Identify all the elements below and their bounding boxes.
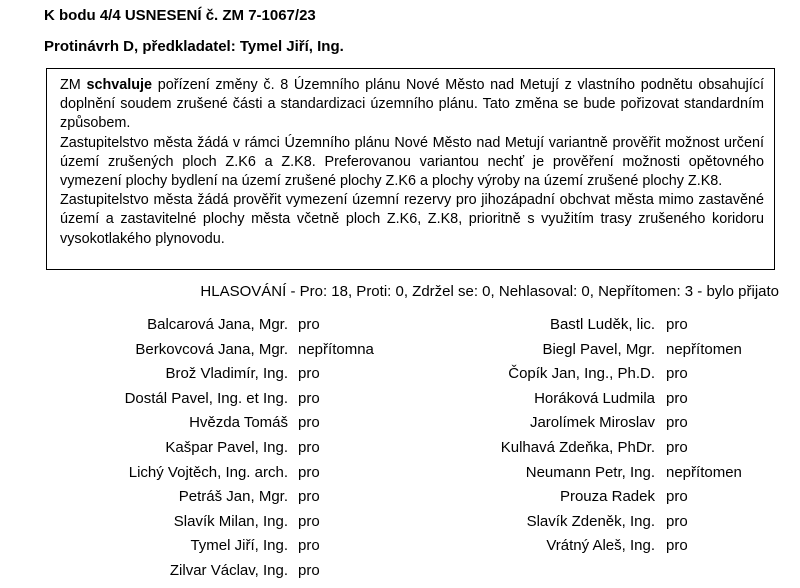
member-vote: pro: [666, 512, 688, 530]
member-name: Tymel Jiří, Ing.: [190, 537, 288, 555]
member-name: Balcarová Jana, Mgr.: [147, 316, 288, 333]
member-name: Lichý Vojtěch, Ing. arch.: [128, 463, 288, 481]
member-name: Berkovcová Jana, Mgr.: [135, 340, 288, 358]
vote-row: [390, 510, 800, 535]
member-name: Kulhavá Zdeňka, PhDr.: [500, 438, 655, 456]
member-vote: pro: [298, 365, 320, 383]
member-vote: pro: [666, 414, 688, 432]
vote-summary: HLASOVÁNÍ - Pro: 18, Proti: 0, Zdržel se: 0, Nehlasoval: 0, Nepřítomen: 3 - bylo přijato: [200, 283, 779, 300]
member-vote: pro: [298, 438, 320, 456]
member-vote: pro: [298, 414, 320, 432]
vote-row: [390, 485, 800, 510]
member-vote: pro: [666, 488, 688, 506]
document-subtitle: Protinávrh D, předkladatel: Tymel Jiří, Ing.: [44, 38, 344, 55]
member-vote: nepřítomna: [298, 340, 374, 358]
resolution-paragraph-1: [60, 76, 764, 134]
member-name: Horáková Ludmila: [534, 389, 655, 407]
member-name: Biegl Pavel, Mgr.: [542, 340, 655, 358]
member-name: Petráš Jan, Mgr.: [178, 488, 288, 506]
member-name: Kašpar Pavel, Ing.: [165, 438, 288, 456]
member-vote: pro: [298, 561, 320, 579]
member-name: Čopík Jan, Ing., Ph.D.: [508, 365, 655, 383]
vote-row: [390, 436, 800, 461]
vote-row: [0, 362, 390, 387]
vote-row: [390, 313, 800, 338]
vote-row: [390, 461, 800, 486]
resolution-verb: schvaluje: [86, 77, 153, 93]
member-vote: pro: [666, 365, 688, 383]
vote-row: [0, 338, 390, 363]
vote-row: [0, 387, 390, 412]
vote-list-left: [0, 313, 390, 584]
member-name: Bastl Luděk, lic.: [549, 316, 655, 333]
vote-row: [0, 411, 390, 436]
vote-row: [390, 534, 800, 559]
member-name: Hvězda Tomáš: [189, 414, 288, 432]
member-name: Jarolímek Miroslav: [529, 414, 655, 432]
document-title: K bodu 4/4 USNESENÍ č. ZM 7-1067/23: [44, 7, 316, 24]
vote-row: [390, 411, 800, 436]
member-vote: nepřítomen: [666, 340, 742, 358]
member-vote: pro: [298, 316, 320, 333]
vote-row: [0, 313, 390, 338]
member-name: Slavík Milan, Ing.: [173, 512, 288, 530]
member-vote: pro: [666, 438, 688, 456]
vote-row: [0, 436, 390, 461]
vote-row: [390, 362, 800, 387]
member-vote: pro: [298, 512, 320, 530]
member-vote: pro: [666, 537, 688, 555]
member-vote: pro: [666, 316, 688, 333]
vote-row: [0, 534, 390, 559]
member-name: Slavík Zdeněk, Ing.: [526, 512, 655, 530]
vote-row: [0, 485, 390, 510]
member-name: Zilvar Václav, Ing.: [169, 561, 288, 579]
vote-row: [390, 338, 800, 363]
member-vote: pro: [298, 389, 320, 407]
member-vote: nepřítomen: [666, 463, 742, 481]
member-vote: pro: [298, 463, 320, 481]
member-vote: pro: [298, 488, 320, 506]
vote-list-right: [390, 313, 800, 559]
member-name: Brož Vladimír, Ing.: [165, 365, 288, 383]
member-vote: pro: [298, 537, 320, 555]
vote-row: [0, 461, 390, 486]
resolution-text-box: [46, 68, 775, 270]
resolution-paragraph-3: Zastupitelstvo města žádá prověřit vymezení územní rezervy pro jihozápadní obchvat města mimo zastavěné území a zastavitelné plochy města včetně ploch Z.K6, Z.K8, prioritně s využitím trasy zrušeného koridoru vysokotlakého plynovodu.: [60, 192, 764, 247]
resolution-paragraph-2: Zastupitelstvo města žádá v rámci Územního plánu Nové Město nad Metují variantně prověřit možnost určení území zrušených ploch Z.K6 a Z.K8. Preferovanou variantou nechť je prověření možnosti opětovného vymezení plochy bydlení na území zrušené plochy Z.K6 a plochy výroby na území zrušené plochy Z.K8.: [60, 134, 764, 190]
vote-row: [390, 387, 800, 412]
vote-row: [0, 510, 390, 535]
vote-row: [0, 559, 390, 584]
member-name: Dostál Pavel, Ing. et Ing.: [124, 389, 288, 407]
member-vote: pro: [666, 389, 688, 407]
resolution-prefix: ZM: [60, 77, 81, 93]
resolution-paragraph-1-text: pořízení změny č. 8 Územního plánu Nové Město nad Metují z vlastního podnětu obsahující doplnění soudem zrušené části a standardizaci územního plánu. Tato změna se bude pořizovat standardním způsobem.: [60, 77, 764, 132]
member-name: Vrátný Aleš, Ing.: [546, 537, 655, 555]
member-name: Neumann Petr, Ing.: [525, 463, 655, 481]
member-name: Prouza Radek: [559, 488, 655, 506]
